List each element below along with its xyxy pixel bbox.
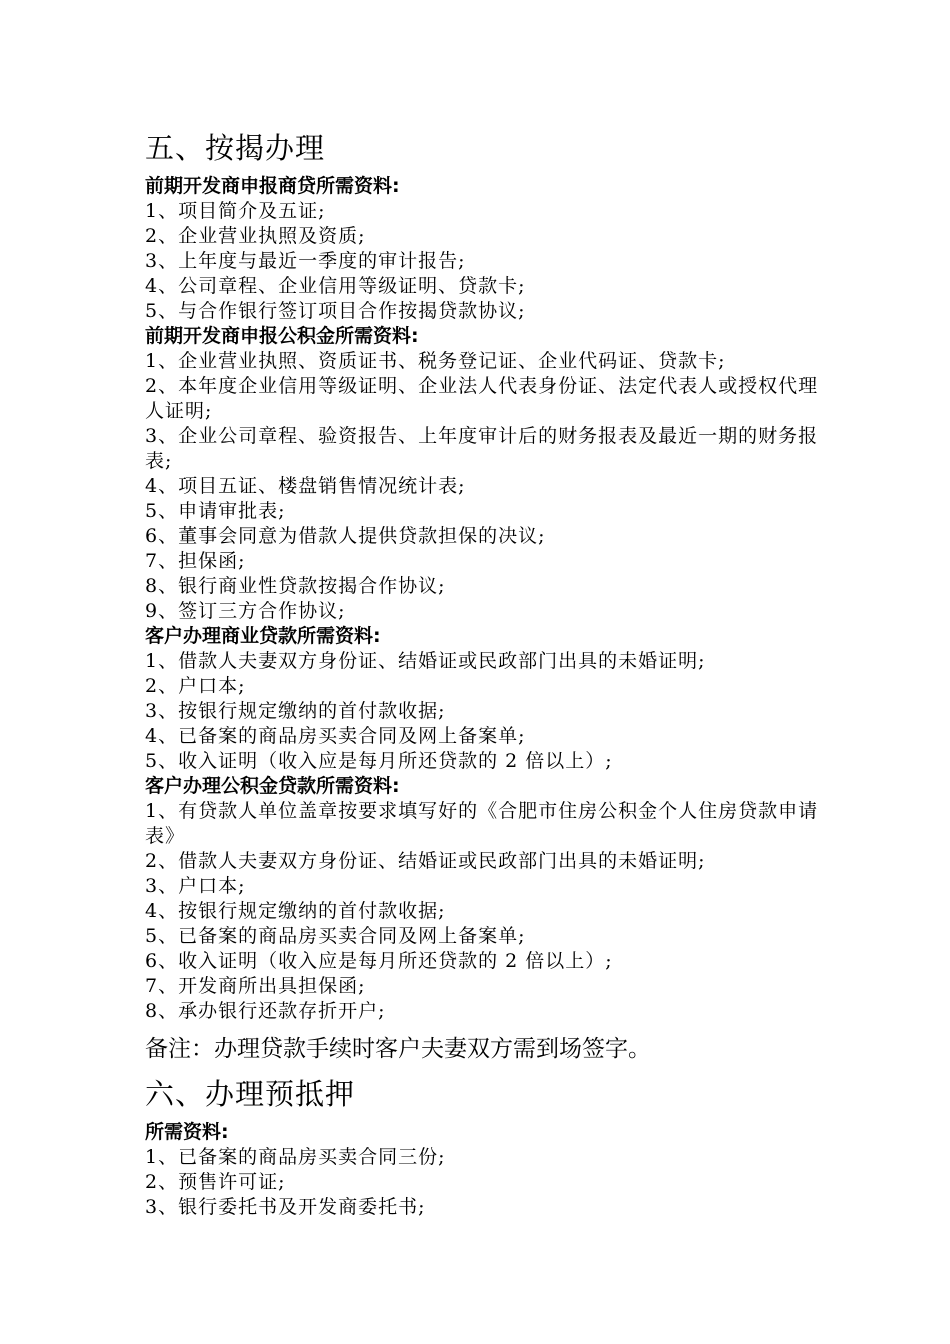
list-item: 2、借款人夫妻双方身份证、结婚证或民政部门出具的未婚证明; [145, 850, 706, 872]
list-item: 5、已备案的商品房买卖合同及网上备案单; [145, 925, 526, 947]
list-item: 2、企业营业执照及资质; [145, 225, 366, 247]
list-item: 4、已备案的商品房买卖合同及网上备案单; [145, 725, 526, 747]
list-item: 9、签订三方合作协议; [145, 600, 346, 622]
list-item: 3、按银行规定缴纳的首付款收据; [145, 700, 446, 722]
list-item: 5、与合作银行签订项目合作按揭贷款协议; [145, 300, 526, 322]
list-item: 5、申请审批表; [145, 500, 286, 522]
list-item: 3、企业公司章程、验资报告、上年度审计后的财务报表及最近一期的财务报表; [145, 425, 819, 472]
list-item: 1、企业营业执照、资质证书、税务登记证、企业代码证、贷款卡; [145, 350, 726, 372]
group-heading: 客户办理商业贷款所需资料: [145, 625, 381, 647]
group-customer-provident-fund-loan [145, 774, 825, 1024]
document-page [145, 128, 825, 1220]
list-item: 3、户口本; [145, 875, 246, 897]
list-item: 3、上年度与最近一季度的审计报告; [145, 250, 466, 272]
list-item: 2、户口本; [145, 675, 246, 697]
group-heading: 前期开发商申报商贷所需资料: [145, 175, 400, 197]
list-item: 6、董事会同意为借款人提供贷款担保的决议; [145, 525, 546, 547]
list-item: 1、借款人夫妻双方身份证、结婚证或民政部门出具的未婚证明; [145, 650, 706, 672]
list-item: 8、承办银行还款存折开户; [145, 1000, 386, 1022]
list-item: 7、开发商所出具担保函; [145, 975, 366, 997]
list-item: 1、有贷款人单位盖章按要求填写好的《合肥市住房公积金个人住房贷款申请表》 [145, 800, 819, 847]
list-item: 8、银行商业性贷款按揭合作协议; [145, 575, 446, 597]
group-customer-commercial-loan [145, 624, 825, 774]
list-item: 4、按银行规定缴纳的首付款收据; [145, 900, 446, 922]
group-developer-commercial-loan [145, 174, 825, 324]
list-item: 5、收入证明（收入应是每月所还贷款的 2 倍以上）; [145, 750, 613, 772]
list-item: 3、银行委托书及开发商委托书; [145, 1196, 426, 1218]
section5-title: 五、按揭办理 [145, 131, 326, 165]
list-item: 2、预售许可证; [145, 1171, 286, 1193]
list-item: 1、项目简介及五证; [145, 200, 326, 222]
group-heading: 前期开发商申报公积金所需资料: [145, 325, 419, 347]
list-item: 7、担保函; [145, 550, 246, 572]
list-item: 4、公司章程、企业信用等级证明、贷款卡; [145, 275, 526, 297]
list-item: 6、收入证明（收入应是每月所还贷款的 2 倍以上）; [145, 950, 613, 972]
remark-note: 备注：办理贷款手续时客户夫妻双方需到场签字。 [145, 1036, 651, 1062]
list-item: 2、本年度企业信用等级证明、企业法人代表身份证、法定代表人或授权代理人证明; [145, 375, 819, 422]
group-heading: 所需资料: [145, 1121, 229, 1143]
list-item: 1、已备案的商品房买卖合同三份; [145, 1146, 446, 1168]
group-heading: 客户办理公积金贷款所需资料: [145, 775, 400, 797]
list-item: 4、项目五证、楼盘销售情况统计表; [145, 475, 466, 497]
section6-title: 六、办理预抵押 [145, 1077, 356, 1111]
group-pre-mortgage [145, 1120, 825, 1220]
group-developer-provident-fund [145, 324, 825, 624]
